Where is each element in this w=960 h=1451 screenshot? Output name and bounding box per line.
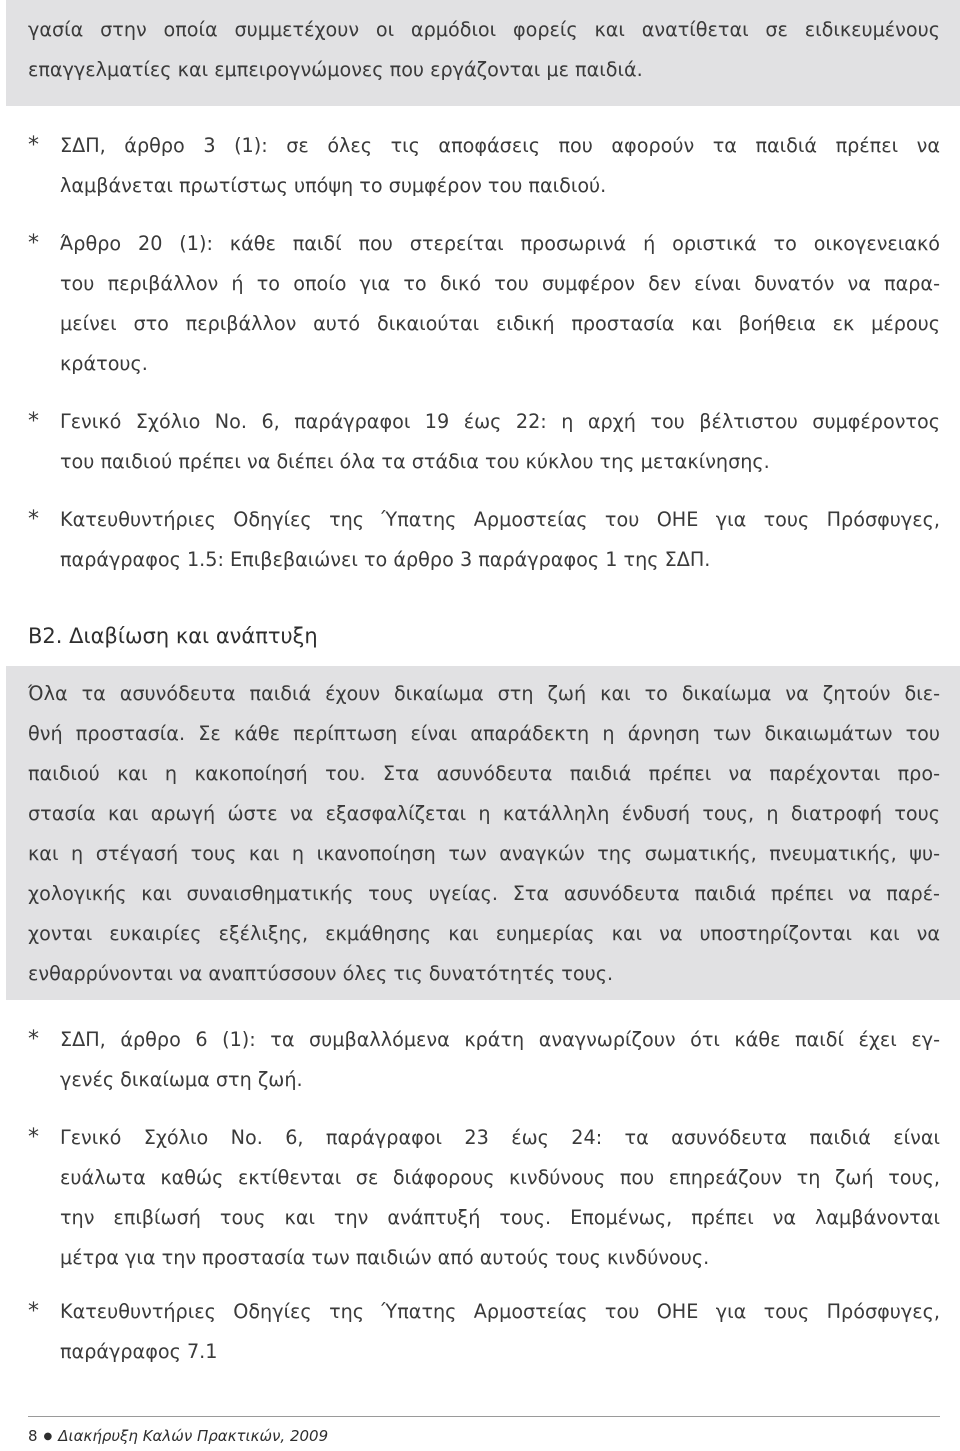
bullet-line: του παιδιού πρέπει να διέπει όλα τα στάδια του κύκλου της μετακίνησης. xyxy=(60,450,770,473)
bullet-line: του περιβάλλον ή το οποίο για το δικό του συμφέρον δεν είναι δυνατόν να παρα- xyxy=(60,272,940,295)
section-paragraph xyxy=(28,674,940,994)
bullet-line: λαμβάνεται πρωτίστως υπόψη το συμφέρον του παιδιού. xyxy=(60,174,607,197)
bullet-line: Άρθρο 20 (1): κάθε παιδί που στερείται προσωρινά ή οριστικά το οικογενειακό xyxy=(60,232,940,255)
bullet-line: μείνει στο περιβάλλον αυτό δικαιούται ειδική προστασία και βοήθεια εκ μέρους xyxy=(60,312,940,335)
page-number: 8 xyxy=(28,1427,38,1445)
bullet-line: γενές δικαίωμα στη ζωή. xyxy=(60,1068,303,1091)
paragraph-line: ενθαρρύνονται να αναπτύσσουν όλες τις δυνατότητές τους. xyxy=(28,962,614,985)
bullet-marker: * xyxy=(28,1027,39,1052)
bullet-line: κράτους. xyxy=(60,352,148,375)
bullet-dot-icon: ● xyxy=(43,1430,53,1442)
bullet-marker: * xyxy=(28,1299,39,1324)
bullet-item xyxy=(28,500,940,580)
footer-divider xyxy=(28,1416,940,1417)
bullet-item xyxy=(28,224,940,384)
paragraph-line: επαγγελματίες και εμπειρογνώμονες που εργάζονται με παιδιά. xyxy=(28,58,643,81)
bullet-item xyxy=(28,1292,940,1372)
bullet-item xyxy=(28,1020,940,1100)
paragraph-line: στασία και αρωγή ώστε να εξασφαλίζεται η κατάλληλη ένδυσή τους, η διατροφή τους xyxy=(28,802,940,825)
bullet-line: μέτρα για την προστασία των παιδιών από αυτούς τους κινδύνους. xyxy=(60,1246,710,1269)
bullet-line: ΣΔΠ, άρθρο 6 (1): τα συμβαλλόμενα κράτη αναγνωρίζουν ότι κάθε παιδί έχει εγ- xyxy=(60,1028,940,1051)
bullet-line: την επιβίωσή τους και την ανάπτυξή τους. Επομένως, πρέπει να λαμβάνονται xyxy=(60,1206,940,1229)
bullet-marker: * xyxy=(28,1125,39,1150)
paragraph-line: Όλα τα ασυνόδευτα παιδιά έχουν δικαίωμα στη ζωή και το δικαίωμα να ζητούν διε- xyxy=(28,682,940,705)
paragraph-line: χολογικής και συναισθηματικής τους υγείας. Στα ασυνόδευτα παιδιά πρέπει να παρέ- xyxy=(28,882,940,905)
bullet-line: ΣΔΠ, άρθρο 3 (1): σε όλες τις αποφάσεις που αφορούν τα παιδιά πρέπει να xyxy=(60,134,940,157)
bullet-marker: * xyxy=(28,133,39,158)
paragraph-line: χονται ευκαιρίες εξέλιξης, εκμάθησης και ευημερίας και να υποστηρίζονται και να xyxy=(28,922,940,945)
paragraph-line: παιδιού και η κακοποίησή του. Στα ασυνόδευτα παιδιά πρέπει να παρέχονται προ- xyxy=(28,762,940,785)
paragraph-line: γασία στην οποία συμμετέχουν οι αρμόδιοι φορείς και ανατίθεται σε ειδικευμένους xyxy=(28,18,940,41)
bullet-line: Κατευθυντήριες Οδηγίες της Ύπατης Αρμοστείας του ΟΗΕ για τους Πρόσφυγες, xyxy=(60,1300,940,1323)
bullet-item xyxy=(28,402,940,482)
publication-title: Διακήρυξη Καλών Πρακτικών, 2009 xyxy=(58,1427,329,1445)
bullet-marker: * xyxy=(28,231,39,256)
paragraph-line: και η στέγασή τους και η ικανοποίηση των αναγκών της σωματικής, πνευματικής, ψυ- xyxy=(28,842,940,865)
bullet-line: Κατευθυντήριες Οδηγίες της Ύπατης Αρμοστείας του ΟΗΕ για τους Πρόσφυγες, xyxy=(60,508,940,531)
bullet-item xyxy=(28,126,940,206)
page-footer xyxy=(28,1422,328,1451)
bullet-line: Γενικό Σχόλιο Νο. 6, παράγραφοι 19 έως 22: η αρχή του βέλτιστου συμφέροντος xyxy=(60,410,940,433)
bullet-line: παράγραφος 1.5: Επιβεβαιώνει το άρθρο 3 παράγραφος 1 της ΣΔΠ. xyxy=(60,548,711,571)
bullet-marker: * xyxy=(28,409,39,434)
paragraph-line: θνή προστασία. Σε κάθε περίπτωση είναι απαράδεκτη η άρνηση των δικαιωμάτων του xyxy=(28,722,940,745)
bullet-line: ευάλωτα καθώς εκτίθενται σε διάφορους κινδύνους που επηρεάζουν τη ζωή τους, xyxy=(60,1166,940,1189)
bullet-marker: * xyxy=(28,507,39,532)
intro-paragraph xyxy=(28,10,940,90)
bullet-item xyxy=(28,1118,940,1278)
section-heading: Β2. Διαβίωση και ανάπτυξη xyxy=(28,624,318,648)
bullet-line: Γενικό Σχόλιο Νο. 6, παράγραφοι 23 έως 24: τα ασυνόδευτα παιδιά είναι xyxy=(60,1126,940,1149)
bullet-line: παράγραφος 7.1 xyxy=(60,1340,218,1363)
